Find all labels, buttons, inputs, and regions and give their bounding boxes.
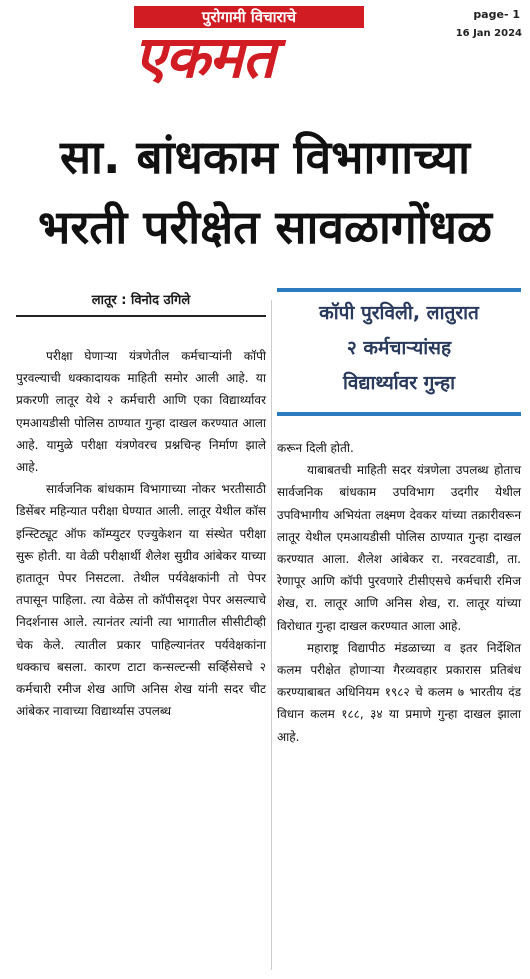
newspaper-logo: एकमत bbox=[134, 23, 275, 91]
publication-date: 16 Jan 2024 bbox=[455, 28, 522, 39]
headline-line-1: सा. बांधकाम विभागाच्या bbox=[59, 130, 471, 184]
subheading-line-1: कॉपी पुरविली, लातुरात bbox=[319, 302, 479, 324]
tagline: पुरोगामी विचाराचे bbox=[201, 8, 297, 26]
article-column-2 bbox=[277, 437, 521, 748]
article-paragraph: सार्वजनिक बांधकाम विभागाच्या नोकर भरतीसाठी डिसेंबर महिन्यात परीक्षा घेण्यात आली. लातूर येथील कॉस इन्स्टिट्यूट ऑफ कॉम्प्युटर एज्युकेशन या संस्थेत परीक्षा सुरू होती. या वेळी परीक्षार्थी शैलेश सुग्रीव आंबेकर याच्या हातातून पेपर निसटला. तेथील पर्यवेक्षकांनी तो पेपर तपासून पाहिला. त्या वेळेस तो कॉपीसदृश पेपर असल्याचे निदर्शनास आले. त्यानंतर त्यांनी त्या भागातील सीसीटीव्ही चेक केले. त्यातील प्रकार पाहिल्यानंतर पर्यवेक्षकांना धक्काच बसला. कारण टाटा कन्सल्टन्सी सर्व्हिसेसचे २ कर्मचारी रमीज शेख आणि अनिस शेख यांनी सदर चीट आंबेकर नावाच्या विद्यार्थ्यास उपलब्ध bbox=[16, 482, 266, 719]
article-paragraph: महाराष्ट्र विद्यापीठ मंडळाच्या व इतर निर्देशित कलम परीक्षेत होणाऱ्या गैरव्यवहार प्रकारास प्रतिबंध करण्याबाबत अधिनियम १९८२ चे कलम ७ भारतीय दंड विधान कलम १८८, ३४ या प्रमाणे गुन्हा दाखल झाला आहे. bbox=[277, 640, 521, 744]
subheading-bottom-rule bbox=[277, 412, 521, 416]
subheading-line-2: २ कर्मचाऱ्यांसह bbox=[346, 337, 452, 359]
headline-line-2: भरती परीक्षेत सावळागोंधळ bbox=[38, 200, 492, 254]
subheading-top-rule bbox=[277, 288, 521, 292]
subheading bbox=[277, 296, 521, 401]
article-paragraph: करून दिली होती. bbox=[277, 441, 354, 455]
page-number: page- 1 bbox=[473, 8, 520, 21]
article-column-1 bbox=[16, 345, 266, 722]
byline-divider bbox=[16, 315, 266, 317]
subheading-line-3: विद्यार्थ्यावर गुन्हा bbox=[343, 372, 455, 394]
article-paragraph: याबाबतची माहिती सदर यंत्रणेला उपलब्ध होताच सार्वजनिक बांधकाम उपविभाग उदगीर येथील उपविभागीय अभियंता लक्ष्मण देवकर यांच्या तक्रारीवरून लातूर येथील एमआयडीसी पोलिस ठाण्यात गुन्हा दाखल करण्यात आला. शैलेश आंबेकर रा. नरवटवाडी, ता. रेणापूर आणि कॉपी पुरवणारे टीसीएसचे कर्मचारी रमिज शेख, रा. लातूर आणि अनिस शेख, रा. लातूर यांच्या विरोधात गुन्हा दाखल करण्यात आला आहे. bbox=[277, 463, 521, 633]
masthead bbox=[0, 0, 530, 100]
byline: लातूर : विनोद उगिले bbox=[91, 293, 191, 308]
article-paragraph: परीक्षा घेणाऱ्या यंत्रणेतील कर्मचाऱ्यांनी कॉपी पुरवल्याची धक्कादायक माहिती समोर आली आहे. या प्रकरणी लातूर येथे २ कर्मचारी आणि एका विद्यार्थ्यावर एमआयडीसी पोलिस ठाण्यात गुन्हा दाखल करण्यात आला आहे. यामुळे परीक्षा यंत्रणेवरच प्रश्नचिन्ह निर्माण झाले आहे. bbox=[16, 349, 266, 475]
column-divider bbox=[271, 300, 272, 970]
